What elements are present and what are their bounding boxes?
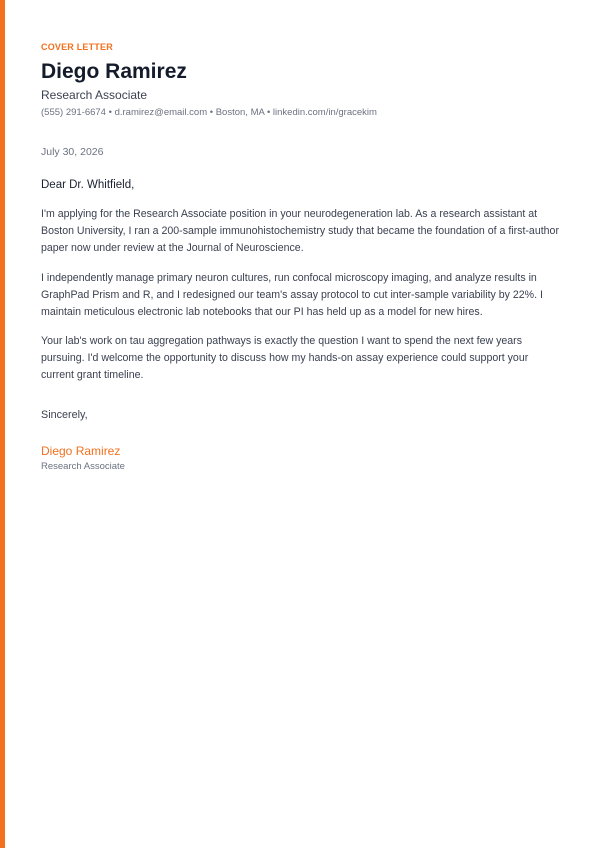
contact-line xyxy=(41,107,377,118)
separator: • xyxy=(209,107,214,118)
contact-linkedin: linkedin.com/in/gracekim xyxy=(272,107,377,118)
contact-location: Boston, MA xyxy=(215,107,265,118)
body-paragraph-2: I independently manage primary neuron cultures, run confocal microscopy imaging, and analyze results in GraphPad Prism and R, and I redesigned our team's assay protocol to cut inter-sample variability by 22%. I maintain meticulous electronic lab notebooks that our PI has held up as a model for new hires. xyxy=(41,272,543,318)
letter-date: July 30, 2026 xyxy=(41,146,104,158)
closing: Sincerely, xyxy=(41,409,88,421)
signature-title: Research Associate xyxy=(41,461,125,472)
body-paragraph-3: Your lab's work on tau aggregation pathways is exactly the question I want to spend the next few years pursuing. I'd welcome the opportunity to discuss how my hands-on assay experience could support your current grant timeline. xyxy=(41,335,529,381)
contact-email: d.ramirez@email.com xyxy=(114,107,208,118)
salutation: Dear Dr. Whitfield, xyxy=(41,179,135,191)
accent-bar xyxy=(0,0,5,848)
document-label: COVER LETTER xyxy=(41,42,113,52)
body-paragraph-1: I'm applying for the Research Associate position in your neurodegeneration lab. As a research assistant at Boston University, I ran a 200-sample immunohistochemistry study that became the foundation of a first-author paper now under review at the Journal of Neuroscience. xyxy=(41,208,559,254)
signature-name: Diego Ramirez xyxy=(41,444,121,458)
applicant-name: Diego Ramirez xyxy=(41,60,187,83)
applicant-role: Research Associate xyxy=(41,88,148,102)
separator: • xyxy=(108,107,112,118)
contact-phone: (555) 291-6674 xyxy=(41,107,106,118)
separator: • xyxy=(266,107,271,118)
